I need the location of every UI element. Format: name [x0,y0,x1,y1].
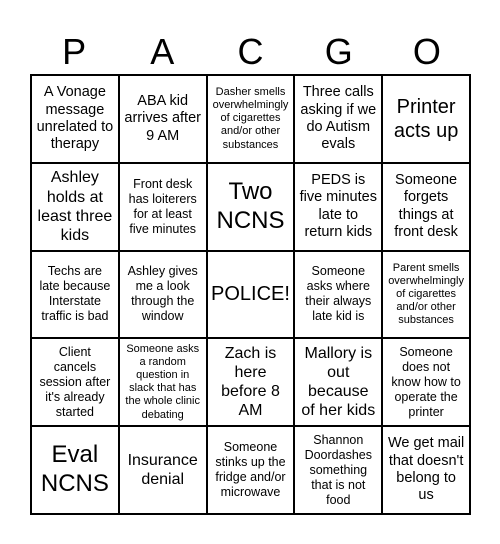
bingo-cell-r2c2[interactable]: Front desk has loiterers for at least five minutes [119,163,207,251]
header-letter-g: G [324,31,353,72]
bingo-cell-r1c4[interactable]: Three calls asking if we do Autism evals [294,75,382,163]
header-letter-o: O [412,31,441,72]
bingo-cell-r5c1[interactable]: Eval NCNS [31,426,119,514]
bingo-cell-r5c5[interactable]: We get mail that doesn't belong to us [382,426,470,514]
bingo-cell-r2c3[interactable]: Two NCNS [207,163,295,251]
bingo-cell-r3c2[interactable]: Ashley gives me a look through the window [119,251,207,339]
bingo-cell-r1c2[interactable]: ABA kid arrives after 9 AM [119,75,207,163]
header-letter-c: C [237,31,264,72]
bingo-cell-r1c1[interactable]: A Vonage message unrelated to therapy [31,75,119,163]
bingo-cell-r4c1[interactable]: Client cancels session after it's already started [31,338,119,426]
header-letter-a: A [150,31,175,72]
bingo-cell-r3c5[interactable]: Parent smells overwhelmingly of cigarettes and/or other substances [382,251,470,339]
bingo-cell-r2c5[interactable]: Someone forgets things at front desk [382,163,470,251]
bingo-cell-r5c2[interactable]: Insurance denial [119,426,207,514]
bingo-cell-free[interactable]: POLICE! [207,251,295,339]
bingo-grid [30,74,471,515]
bingo-cell-r2c4[interactable]: PEDS is five minutes late to return kids [294,163,382,251]
bingo-cell-r5c3[interactable]: Someone stinks up the fridge and/or microwave [207,426,295,514]
bingo-cell-r2c1[interactable]: Ashley holds at least three kids [31,163,119,251]
bingo-cell-r1c3[interactable]: Dasher smells overwhelmingly of cigarettes and/or other substances [207,75,295,163]
header-letter-p: P [62,31,87,72]
bingo-cell-r4c4[interactable]: Mallory is out because of her kids [294,338,382,426]
bingo-cell-r5c4[interactable]: Shannon Doordashes something that is not food [294,426,382,514]
bingo-cell-r4c5[interactable]: Someone does not know how to operate the printer [382,338,470,426]
bingo-cell-r1c5[interactable]: Printer acts up [382,75,470,163]
bingo-cell-r3c4[interactable]: Someone asks where their always late kid is [294,251,382,339]
bingo-cell-r4c2[interactable]: Someone asks a random question in slack that has the whole clinic debating [119,338,207,426]
bingo-header [30,28,471,76]
bingo-cell-r4c3[interactable]: Zach is here before 8 AM [207,338,295,426]
bingo-cell-r3c1[interactable]: Techs are late because Interstate traffic is bad [31,251,119,339]
